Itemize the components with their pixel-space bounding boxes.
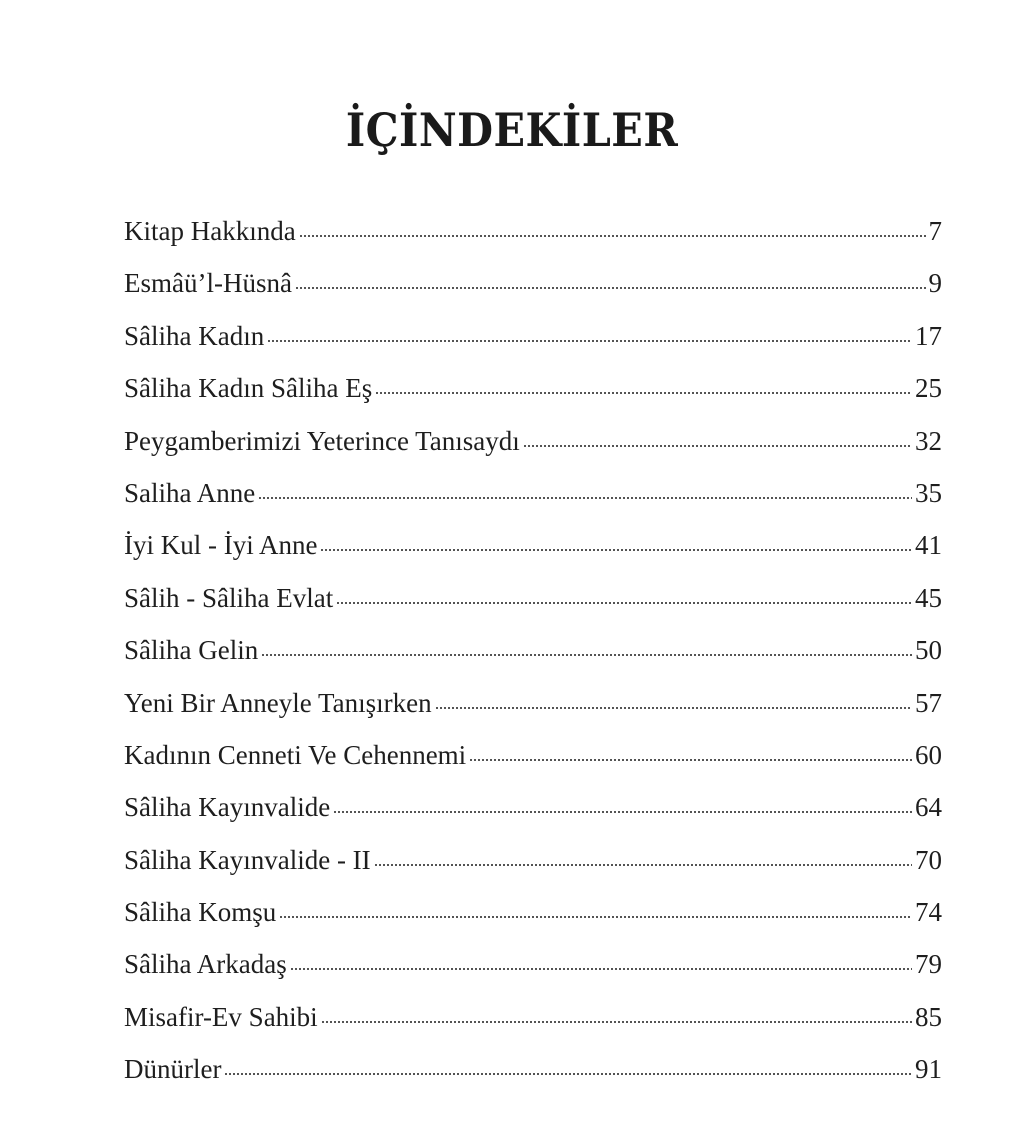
toc-entry[interactable] [124, 792, 942, 844]
toc-entry-page: 25 [915, 373, 942, 404]
toc-entry[interactable] [124, 1054, 942, 1106]
toc-entry[interactable] [124, 583, 942, 635]
toc-entry-page: 41 [915, 530, 942, 561]
toc-entry-label: Peygamberimizi Yeterince Tanısaydı [124, 425, 520, 456]
toc-entry[interactable] [124, 216, 942, 268]
toc-entry-label: Sâliha Kadın Sâliha Eş [124, 373, 373, 404]
toc-entry-label: Dünürler [124, 1054, 222, 1085]
toc-entry-label: İyi Kul - İyi Anne [124, 530, 318, 561]
toc-entry[interactable] [124, 373, 942, 425]
toc-entry-label: Yeni Bir Anneyle Tanışırken [124, 687, 432, 718]
toc-entry[interactable] [124, 949, 942, 1001]
toc-entry-page: 9 [928, 268, 942, 299]
dot-leader [523, 442, 912, 448]
toc-entry-page: 45 [915, 582, 942, 613]
toc-entry[interactable] [124, 321, 942, 373]
dot-leader [435, 704, 912, 710]
toc-entry[interactable] [124, 478, 942, 530]
dot-leader [321, 1018, 912, 1024]
toc-entry-label: Kadının Cenneti Ve Cehennemi [124, 739, 467, 770]
dot-leader [258, 494, 912, 500]
dot-leader [290, 965, 912, 971]
dot-leader [295, 284, 926, 290]
dot-leader [261, 651, 912, 657]
table-of-contents [124, 216, 942, 1107]
dot-leader [333, 808, 912, 814]
dot-leader [267, 337, 912, 343]
toc-entry[interactable] [124, 268, 942, 320]
toc-entry-label: Esmâü’l-Hüsnâ [124, 268, 292, 299]
toc-entry-label: Sâliha Kayınvalide - II [124, 844, 371, 875]
dot-leader [224, 1070, 912, 1076]
dot-leader [469, 756, 912, 762]
dot-leader [375, 389, 912, 395]
toc-entry[interactable] [124, 1002, 942, 1054]
toc-entry-label: Kitap Hakkında [124, 216, 296, 246]
toc-entry-page: 35 [915, 477, 942, 508]
toc-entry-label: Sâlih - Sâliha Evlat [124, 582, 334, 613]
dot-leader [336, 599, 912, 605]
dot-leader [374, 861, 912, 867]
toc-entry-label: Sâliha Komşu [124, 897, 277, 928]
toc-entry-page: 57 [915, 687, 942, 718]
toc-entry-label: Saliha Anne [124, 477, 256, 508]
toc-entry-label: Sâliha Kadın [124, 320, 265, 351]
toc-entry-page: 64 [915, 792, 942, 823]
toc-entry-page: 60 [915, 739, 942, 770]
toc-entry-label: Misafir-Ev Sahibi [124, 1001, 318, 1032]
toc-entry-label: Sâliha Gelin [124, 635, 259, 666]
toc-entry[interactable] [124, 688, 942, 740]
toc-entry-page: 79 [915, 949, 942, 980]
toc-entry-label: Sâliha Kayınvalide [124, 792, 331, 823]
toc-entry-page: 32 [915, 425, 942, 456]
toc-entry[interactable] [124, 426, 942, 478]
toc-entry-page: 91 [915, 1054, 942, 1085]
toc-entry[interactable] [124, 530, 942, 582]
toc-entry-page: 7 [928, 216, 942, 246]
toc-entry-page: 74 [915, 897, 942, 928]
toc-entry[interactable] [124, 740, 942, 792]
dot-leader [299, 232, 926, 238]
toc-entry[interactable] [124, 845, 942, 897]
toc-entry-label: Sâliha Arkadaş [124, 949, 287, 980]
toc-entry[interactable] [124, 897, 942, 949]
dot-leader [279, 913, 912, 919]
toc-entry-page: 85 [915, 1001, 942, 1032]
toc-entry-page: 50 [915, 635, 942, 666]
page-title: İÇİNDEKİLER [345, 102, 679, 157]
dot-leader [320, 546, 912, 552]
toc-entry-page: 70 [915, 844, 942, 875]
toc-entry-page: 17 [915, 320, 942, 351]
toc-entry[interactable] [124, 635, 942, 687]
